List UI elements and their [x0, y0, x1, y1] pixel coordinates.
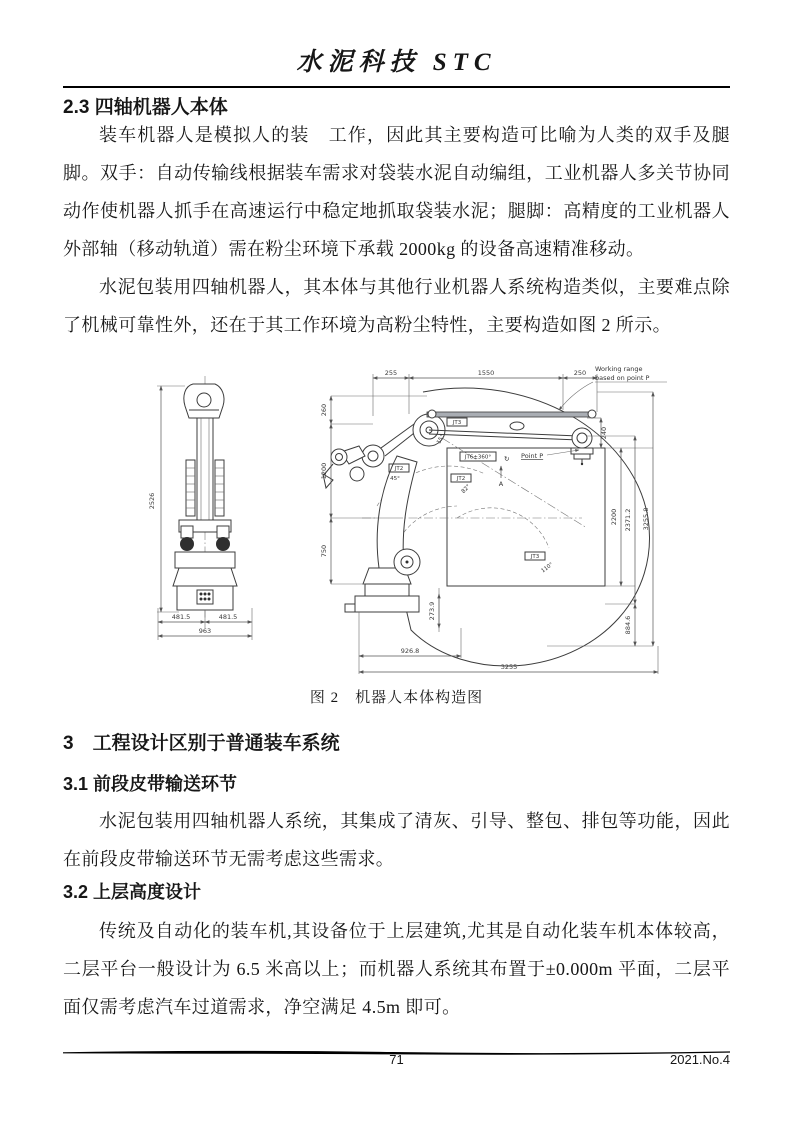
top-link-bar — [427, 412, 595, 417]
dim-front-left: 481.5 — [171, 613, 191, 621]
joint-box-jt2-left: JT2 — [394, 466, 404, 472]
dim-bottom-small: 273.9 — [428, 601, 436, 621]
joint-angle-82: 82° — [460, 483, 472, 495]
section-3-1-heading: 3.1 前段皮带输送环节 — [63, 774, 238, 794]
figure-2-caption: 图 2 机器人本体构造图 — [309, 690, 484, 706]
issue-number: 2021.No.4 — [670, 1052, 730, 1067]
joint-box-jt3-top: JT3 — [452, 420, 462, 426]
working-range-note-line2: based on point P — [595, 374, 650, 382]
joint-angle-45: 45° — [390, 476, 400, 482]
figure-annotations — [389, 365, 667, 574]
joint-angle-110: 110° — [540, 561, 555, 575]
dim-side-left2: 1200 — [320, 462, 328, 480]
header-rule — [63, 86, 730, 88]
point-p-marker — [581, 463, 583, 465]
working-range-note-line1: Working range — [595, 365, 643, 373]
figure-2-robot-drawing — [63, 356, 730, 688]
robot-technical-drawing — [127, 356, 687, 688]
section-3-heading: 3 工程设计区别于普通装车系统 — [63, 733, 340, 754]
front-view-drawing — [173, 376, 237, 618]
axis-a-label: A — [498, 480, 504, 488]
rotation-icon: ↻ — [504, 455, 510, 463]
dim-front-right: 481.5 — [218, 613, 238, 621]
dim-front-total: 963 — [198, 627, 212, 635]
dim-right-inner: 2200 — [610, 508, 618, 526]
dim-top1: 255 — [384, 369, 398, 377]
dim-bottom-inner: 926.8 — [400, 647, 420, 655]
section-2-3-paragraph-2: 水泥包装用四轴机器人，其本体与其他行业机器人系统构造类似，主要难点除了机械可靠性外，还在于其工作环境为高粉尘特性，主要构造如图 2 所示。 — [63, 277, 730, 335]
dim-wrist: 240 — [600, 426, 608, 440]
section-3-2-paragraph: 传统及自动化的装车机,其设备位于上层建筑,尤其是自动化装车机本体较高，二层平台一般设计为 6.5 米高以上；而机器人系统其布置于±0.000m 平面，二层平面仅需考虑汽车过道需求，净空满足 4.5m 即可。 — [63, 921, 730, 1017]
dim-right-lower: 884.6 — [624, 615, 632, 635]
dim-top3: 250 — [573, 369, 587, 377]
jt6-label: JT6±360° — [464, 454, 492, 461]
dim-front-height: 2526 — [148, 492, 156, 510]
point-p-label: Point P — [521, 452, 544, 460]
dim-top2: 1550 — [477, 369, 495, 377]
joint-box-jt3-low: JT3 — [530, 554, 540, 560]
joint-box-jt2-mid: JT2 — [456, 476, 466, 482]
dim-right-mid: 2371.2 — [624, 508, 632, 532]
journal-title: 水泥科技 STC — [296, 49, 497, 76]
joint-angle-15: 15° — [436, 433, 447, 446]
dim-side-left3: 750 — [320, 544, 328, 558]
section-2-3-heading: 2.3 四轴机器人本体 — [63, 97, 228, 118]
page-number: 71 — [389, 1052, 404, 1067]
section-3-1-paragraph: 水泥包装用四轴机器人系统，其集成了清灰、引导、整包、排包等功能，因此在前段皮带输送环节无需考虑这些需求。 — [63, 811, 730, 869]
dim-right-outer: 3255.8 — [642, 507, 650, 531]
section-3-2-heading: 3.2 上层高度设计 — [63, 882, 202, 902]
dim-side-left1: 260 — [320, 403, 328, 417]
dim-bottom-total: 3255 — [500, 663, 518, 671]
section-2-3-paragraph-1: 装车机器人是模拟人的装 工作，因此其主要构造可比喻为人类的双手及腿脚。双手：自动传输线根据装车需求对袋装水泥自动编组，工业机器人多关节协同动作使机器人抓手在高速运行中稳定地抓取袋装水泥；腿脚：高精度的工业机器人外部轴（移动轨道）需在粉尘环境下承载 2000kg 的设备高速精准移动。 — [63, 125, 730, 259]
